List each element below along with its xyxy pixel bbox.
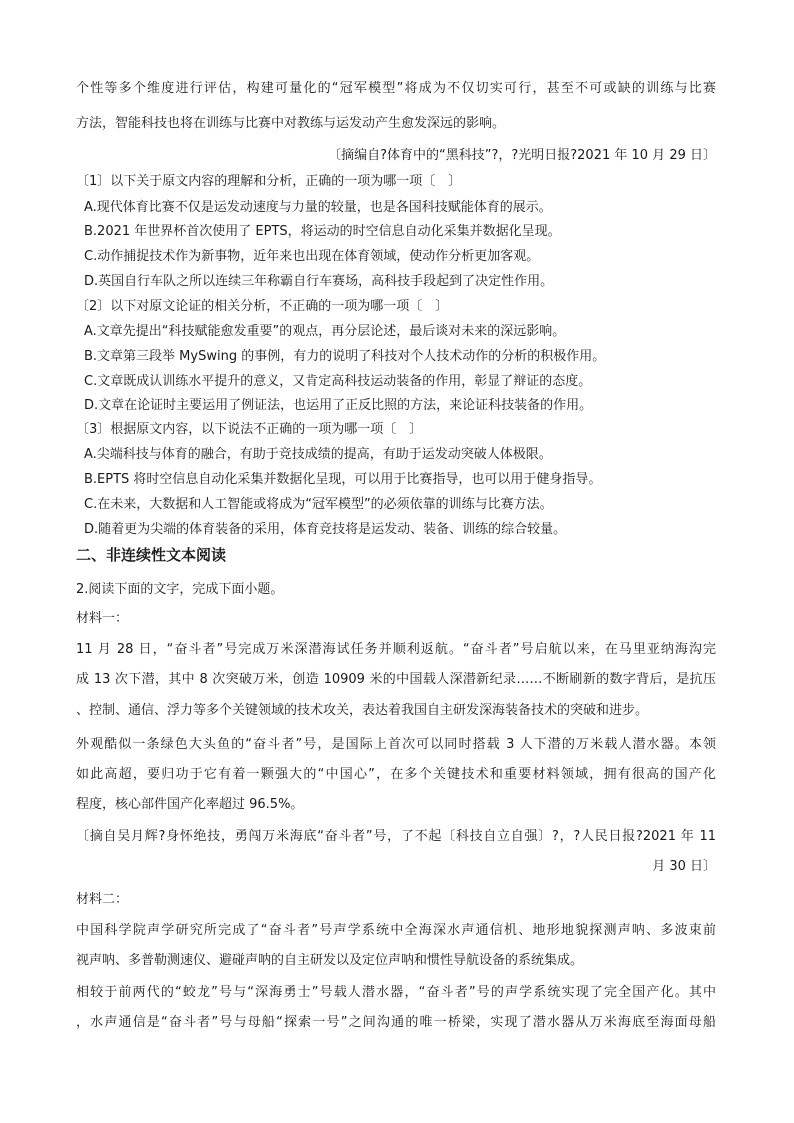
paragraph-line: ，水声通信是“奋斗者”号与母船“探索一号”之间沟通的唯一桥梁，实现了潜水器从万米海底至海面母船 [76,1015,716,1030]
option-d: D.随着更为尖端的体育装备的采用，体育竞技将是运发动、装备、训练的综合较量。 [84,522,567,537]
option-d: D.文章在论证时主要运用了例证法，也运用了正反比照的方法，来论证科技装备的作用。 [84,398,593,413]
question-1-stem: 〔1〕以下关于原文内容的理解和分析，正确的一项为哪一项〔 〕 [76,174,462,189]
material-label: 材料二： [76,892,129,907]
paragraph-line: 个性等多个维度进行评估，构建可量化的“冠军模型”将成为不仅切实可行，甚至不可或缺的训练与比赛 [76,81,716,96]
option-c: C.动作捕捉技术作为新事物，近年来也出现在体育领域，使动作分析更加客观。 [84,249,540,264]
instruction-text: 2.阅读下面的文字，完成下面小题。 [76,582,284,597]
paragraph-line: 成 13 次下潜，其中 8 次突破万米，创造 10909 米的中国载人深潜新纪录……不断刷新的数字背后，是抗压 [76,672,716,687]
option-a: A.文章先提出“科技赋能愈发重要”的观点，再分层论述，最后谈对未来的深远影响。 [84,324,566,339]
section-heading: 二、非连续性文本阅读 [76,546,227,564]
paragraph-line: 、控制、通信、浮力等多个关键领域的技术攻关，表达着我国自主研发深海装备技术的突破和进步。 [76,703,649,718]
paragraph-line: 相较于前两代的“蛟龙”号与“深海勇士”号载人潜水器，“奋斗者”号的声学系统实现了完全国产化。其中 [76,985,716,1000]
option-b: B.文章第三段举 MySwing 的事例，有力的说明了科技对个人技术动作的分析的积极作用。 [84,349,606,364]
question-3-stem: 〔3〕根据原文内容，以下说法不正确的一项为哪一项〔 〕 [76,422,423,437]
paragraph-line: 视声呐、多普勒测速仪、避碰声呐的自主研发以及定位声呐和惯性导航设备的系统集成。 [76,953,584,968]
option-b: B.EPTS 将时空信息自动化采集并数据化呈现，可以用于比赛指导，也可以用于健身指导。 [84,472,602,487]
option-a: A.尖端科技与体育的融合，有助于竞技成绩的提高，有助于运发动突破人体极限。 [84,447,552,462]
option-c: C.文章既成认训练水平提升的意义，又肯定高科技运动装备的作用，彰显了辩证的态度。 [84,374,592,389]
option-c: C.在未来，大数据和人工智能或将成为“冠军模型”的必须依靠的训练与比赛方法。 [84,497,553,512]
question-2-stem: 〔2〕以下对原文论证的相关分析，不正确的一项为哪一项〔 〕 [76,299,449,314]
paragraph-line: 外观酷似一条绿色大头鱼的“奋斗者”号，是国际上首次可以同时搭载 3 人下潜的万米载人潜水器。本领 [76,737,716,752]
paragraph-line: 11 月 28 日，“奋斗者”号完成万米深潜海试任务并顺利返航。“奋斗者”号启航以来，在马里亚纳海沟完 [76,642,716,657]
paragraph-line: 程度，核心部件国产化率超过 96.5%。 [76,797,304,812]
option-d: D.英国自行车队之所以连续三年称霸自行车赛场，高科技手段起到了决定性作用。 [84,274,554,289]
source-citation: 〔摘编自?体育中的“黑科技”?，?光明日报?2021 年 10 月 29 日〕 [328,148,716,163]
option-b: B.2021 年世界杯首次使用了 EPTS，将运动的时空信息自动化采集并数据化呈现。 [84,224,561,239]
paragraph-line: 如此高超，要归功于它有着一颗强大的“中国心”，在多个关键技术和重要材料领域，拥有很高的国产化 [76,767,716,782]
material-label: 材料一： [76,611,129,626]
source-citation: 〔摘自吴月辉?身怀绝技，勇闯万米海底“奋斗者”号，了不起〔科技自立自强〕?，?人民日报?2021 年 11 [76,829,716,844]
option-a: A.现代体育比赛不仅是运发动速度与力量的较量，也是各国科技赋能体育的展示。 [84,200,552,215]
paragraph-line: 中国科学院声学研究所完成了“奋斗者”号声学系统中全海深水声通信机、地形地貌探测声呐、多波束前 [76,923,716,938]
source-citation: 月 30 日〕 [652,859,716,874]
paragraph-line: 方法，智能科技也将在训练与比赛中对教练与运发动产生愈发深远的影响。 [76,116,506,131]
